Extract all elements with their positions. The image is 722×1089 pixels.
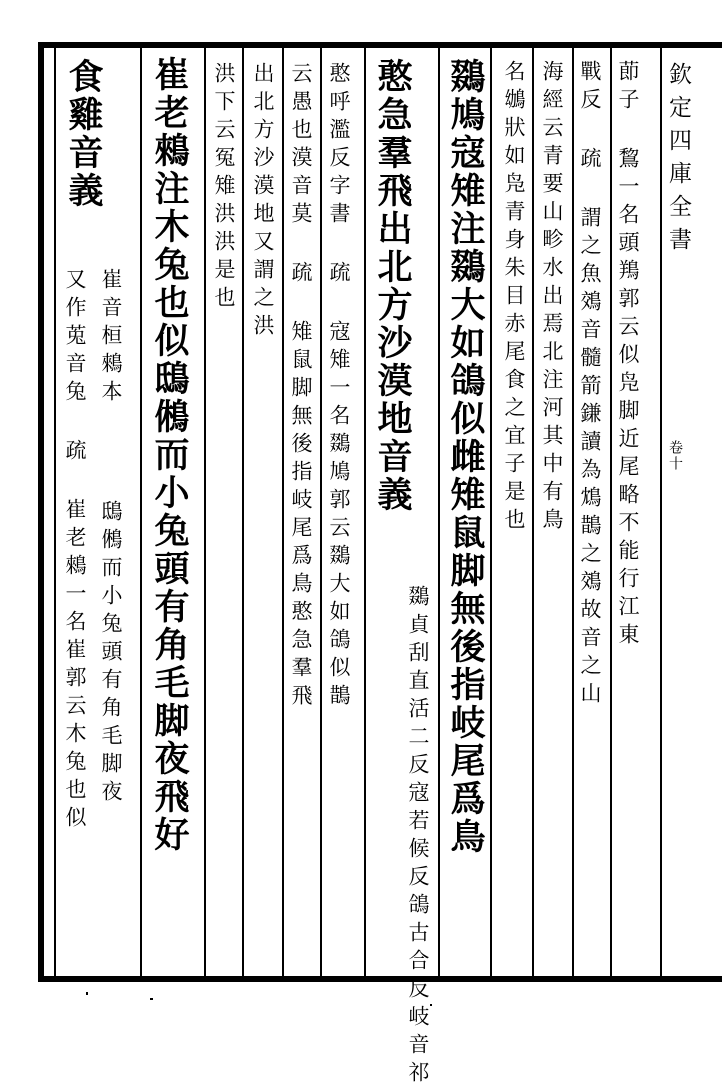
column-rule (532, 48, 534, 976)
text-column: 名鴢狀如凫青身朱目赤尾食之宜子是也 (502, 60, 526, 536)
text-column: 莭子 鵹一名頭鴹郭云似凫脚近尾略不能行江東 (616, 60, 640, 651)
text-column: 出北方沙漠地又謂之洪 (251, 62, 275, 342)
text-column: 食雞音義 (63, 58, 104, 210)
column-rule (610, 48, 612, 976)
column-rule (364, 48, 366, 976)
text-column: 憨呼濫反字書 疏 寇雉一名鵽鳩郭云鵽大如鴿似鵲 (327, 62, 351, 712)
column-rule (242, 48, 244, 976)
column-rule (140, 48, 142, 976)
column-rule (204, 48, 206, 976)
column-rule (660, 48, 662, 976)
text-column: 崔音桓鶆本 (99, 268, 123, 408)
text-column: 鵽貞刮直活二反寇若候反鴿古合反岐音祁 (406, 585, 430, 1089)
text-column: 又作莵音兔 疏 崔老鶆一名崔郭云木兔也似 (63, 268, 87, 834)
text-column: 鴟鵂而小兔頭有角毛脚夜 (99, 500, 123, 808)
volume-label: 卷十 (667, 440, 683, 472)
column-rule (282, 48, 284, 976)
column-rule (490, 48, 492, 976)
text-column: 云愚也漠音莫 疏 雉鼠脚無後指岐尾爲鳥憨急羣飛 (289, 62, 313, 712)
book-title: 欽定四庫全書 (665, 62, 691, 260)
text-column: 鵽鳩寇雉注鵽大如鴿似雌雉鼠脚無後指岐尾爲鳥 (445, 58, 486, 856)
column-rule (438, 48, 440, 976)
text-column: 戰反 疏 謂之魚鵁音髓箭鎌讀為鴆鵲之鵁故音之山 (578, 60, 602, 710)
text-column: 憨急羣飛出北方沙漠地音義 (372, 58, 413, 514)
column-rule (54, 48, 56, 976)
text-column: 崔老鶆注木兔也似鴟鵂而小兔頭有角毛脚夜飛好 (149, 56, 190, 854)
column-rule (320, 48, 322, 976)
column-rule (572, 48, 574, 976)
scan-speck (86, 992, 88, 995)
text-column: 海經云青要山畛水出焉北注河其中有鳥 (540, 60, 564, 536)
scan-speck (150, 998, 153, 1000)
text-column: 洪下云冤雉洪洪是也 (212, 62, 236, 314)
scan-speck (430, 1004, 432, 1006)
